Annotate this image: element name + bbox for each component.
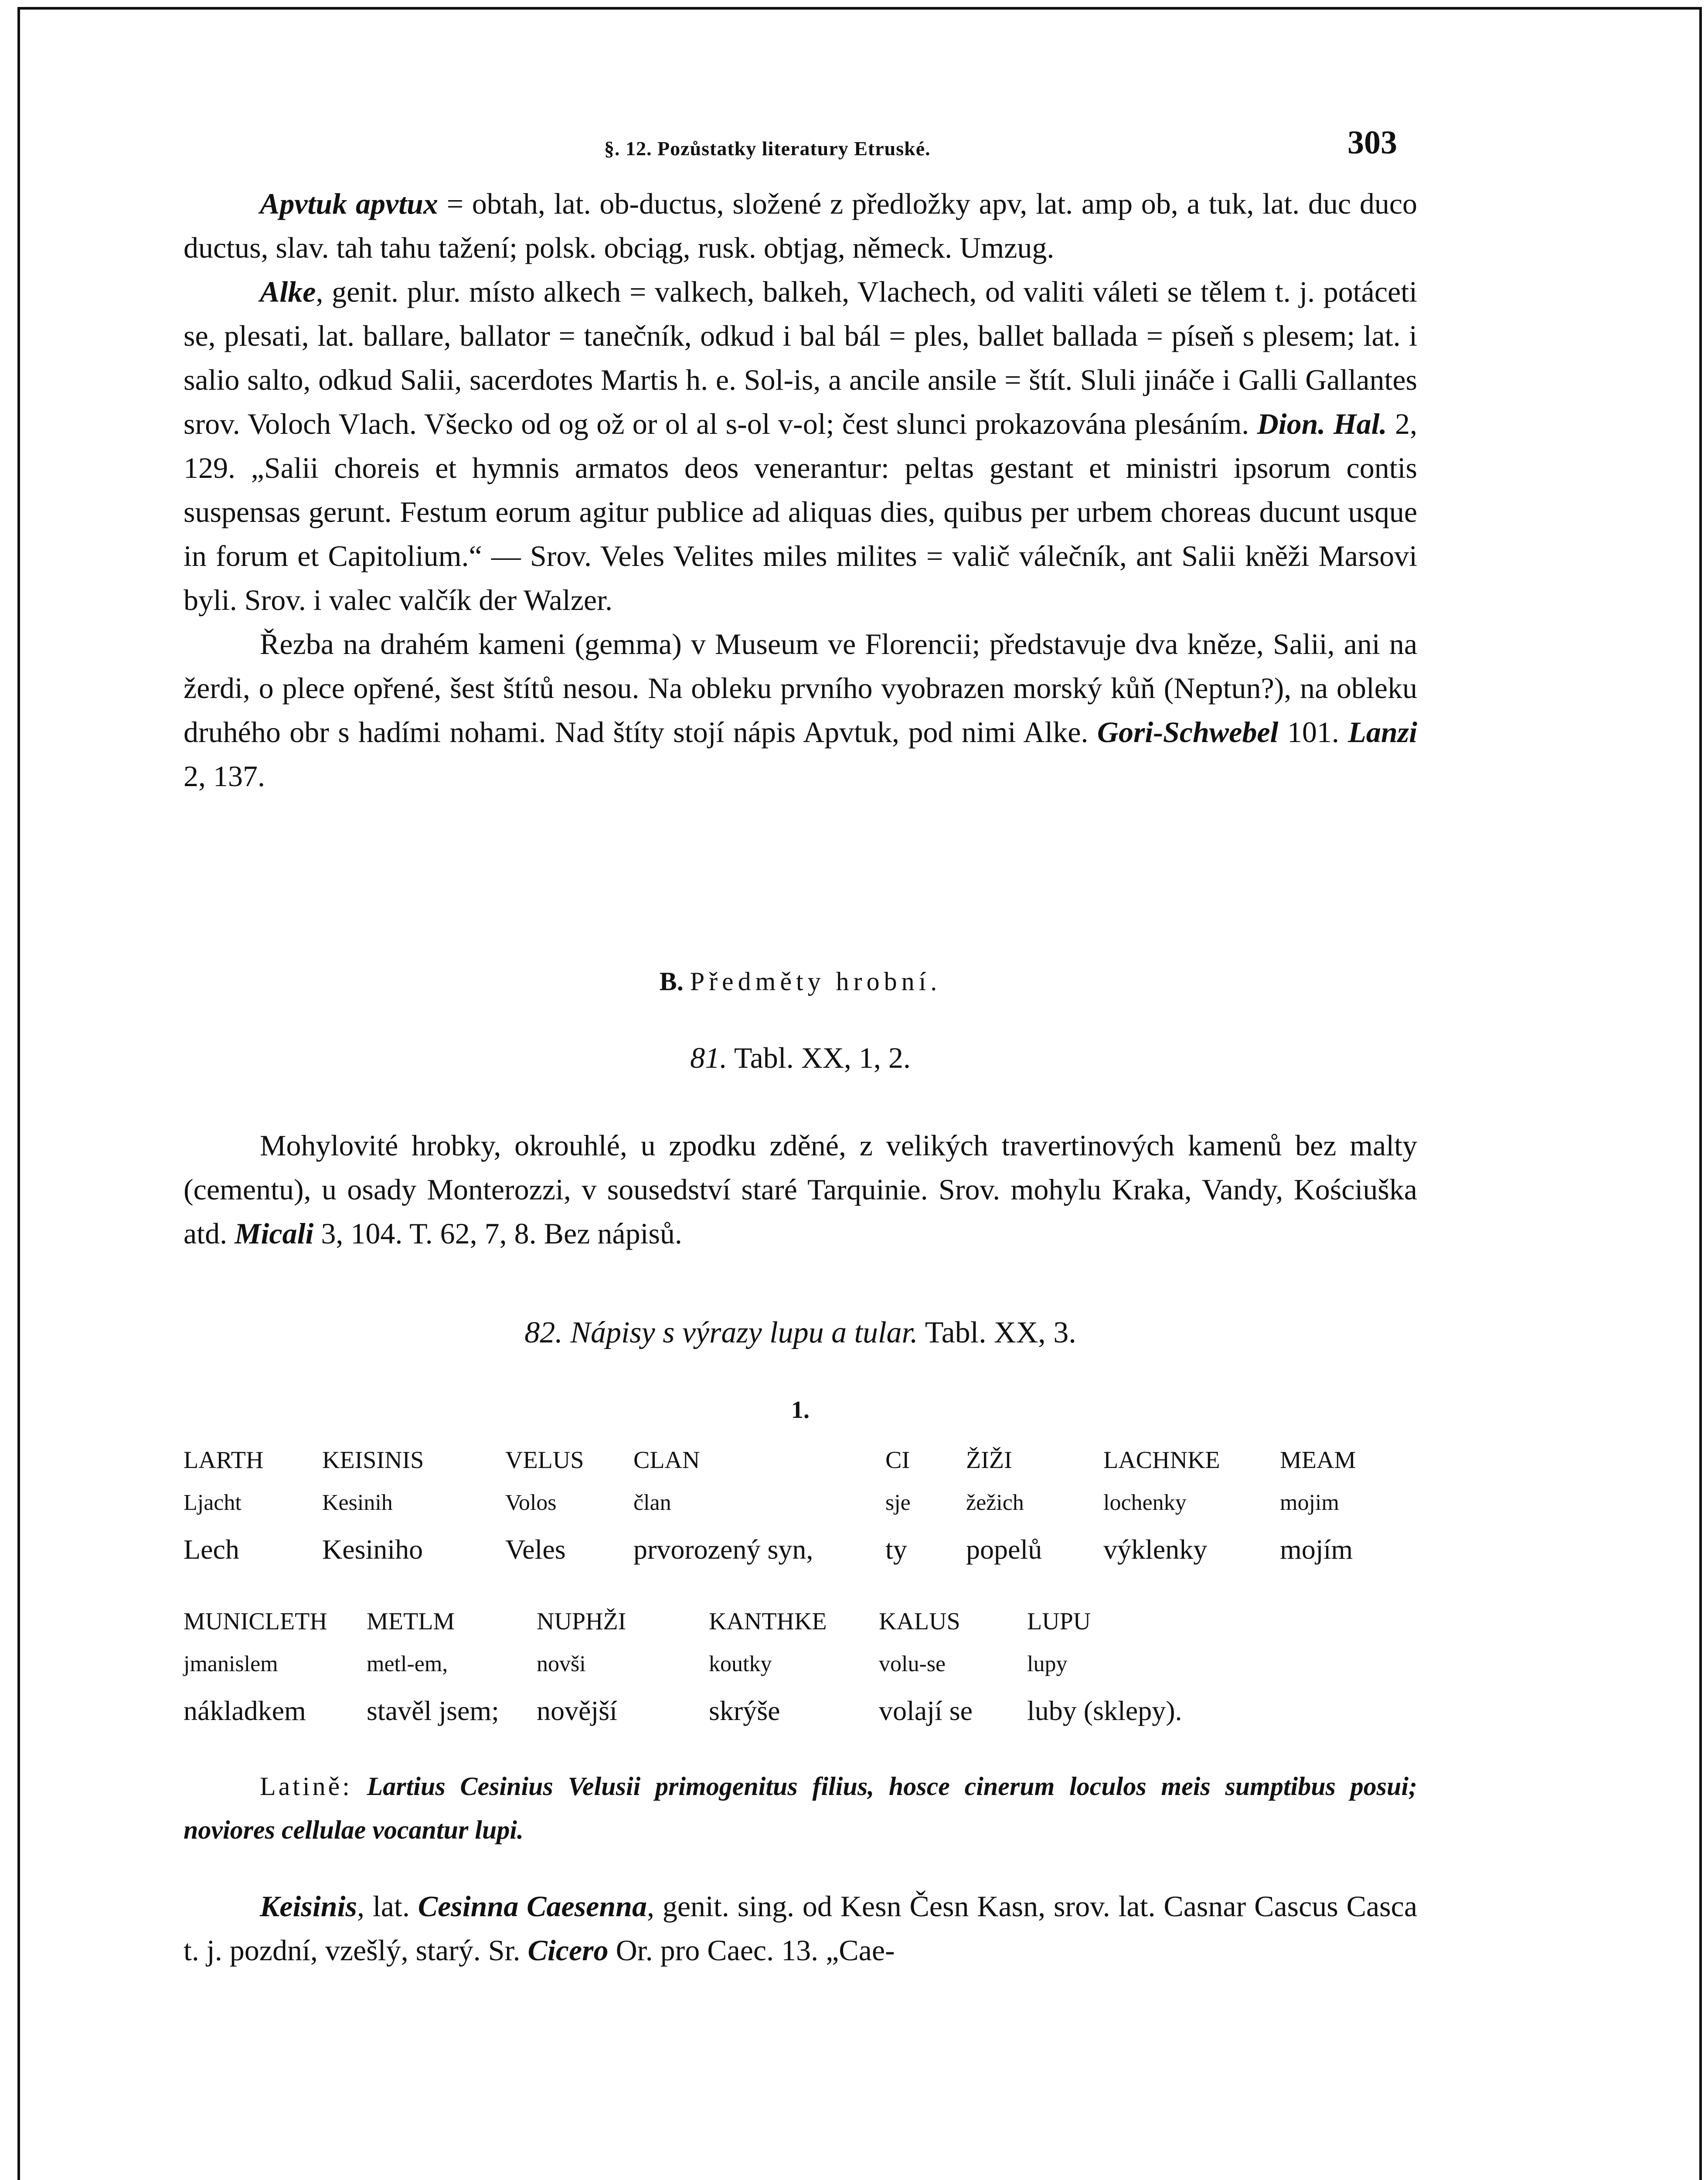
- transliteration-word: Kesinih: [322, 1490, 393, 1515]
- term-keisinis: Keisinis: [260, 1890, 357, 1923]
- term-cesinna: Cesinna Caesenna: [418, 1890, 647, 1923]
- inscription-word: LUPU: [1027, 1608, 1091, 1635]
- inscription-word: MUNICLETH: [184, 1608, 327, 1635]
- czech-word: volají se: [879, 1695, 973, 1726]
- inscription-word: KALUS: [879, 1608, 960, 1635]
- paragraph-rezba-text: Řezba na drahém kameni (gemma) v Museum ve Florencii; představuje dva kněze, Salii, ani na žerdi, o plece opřené, šest štítů nesou. Na obleku prvního vyobrazen morský kůň (Neptun?), na obleku druhého obr s hadími nohami. Nad štíty stojí nápis Apvtuk, pod nimi Alke.: [184, 627, 1417, 749]
- inscription-word: METLM: [367, 1608, 455, 1635]
- transliteration-word: Volos: [505, 1490, 557, 1515]
- transliteration-word: lupy: [1027, 1652, 1068, 1676]
- inscription-row2-etruscan: [184, 1608, 1417, 1651]
- transliteration-word: koutky: [709, 1652, 772, 1676]
- paragraph-alke-text-b: 2, 129. „Salii choreis et hymnis armatos deos venerantur: peltas gestant et ministri ipsorum contis suspensas gerunt. Festum eorum agitur publice ad aliquas dies, quibus per urbem choreas ducunt usque in forum et Capitolium.“ — Srov. Veles Velites miles milites = valič válečník, ant Salii kněži Marsovi byli. Srov. i valec valčík der Walzer.: [184, 407, 1418, 617]
- transliteration-word: sje: [885, 1490, 911, 1515]
- czech-word: Kesiniho: [322, 1534, 423, 1565]
- section-b-heading: [184, 967, 1417, 997]
- latin-text: Lartius Cesinius Velusii primogenitus filius, hosce cinerum loculos meis sumptibus posui; noviores cellulae vocantur lupi.: [184, 1772, 1417, 1844]
- paragraph-apvtuk: [184, 182, 1417, 270]
- inscription-word: NUPHŽI: [537, 1608, 626, 1635]
- inscription-word: LARTH: [184, 1447, 264, 1474]
- item-82-title-rest: Tabl. XX, 3.: [918, 1316, 1076, 1349]
- item-81-number: 81.: [690, 1041, 728, 1074]
- inscription-word: VELUS: [505, 1447, 584, 1474]
- transliteration-word: jmanislem: [184, 1652, 278, 1676]
- paragraph-rezba: [184, 622, 1417, 798]
- ref-micali: Micali: [235, 1217, 314, 1250]
- czech-word: mojím: [1280, 1534, 1353, 1565]
- inscription-word: KEISINIS: [322, 1447, 424, 1474]
- inscription-word: ŽIŽI: [966, 1447, 1012, 1474]
- section-b-letter: B.: [659, 967, 684, 996]
- paragraph-mohylovite: [184, 1124, 1417, 1256]
- czech-word: luby (sklepy).: [1027, 1695, 1182, 1726]
- item-81-heading: [184, 1041, 1417, 1075]
- inscription-word: CI: [885, 1447, 910, 1474]
- paragraph-keisinis-text-b: , genit. sing. od Kesn Česn Kasn, srov. lat. Casnar Cascus Casca t. j. pozdní, vzešlý, starý. Sr.: [184, 1890, 1417, 1967]
- paragraph-mohylovite-text-b: 3, 104. T. 62, 7, 8. Bez nápisů.: [313, 1217, 682, 1250]
- inscription-label: 1.: [791, 1397, 810, 1424]
- paragraph-alke-text-a: , genit. plur. místo alkech = valkech, balkeh, Vlachech, od valiti váleti se tělem t. j. potáceti se, plesati, lat. ballare, ballator = tanečník, odkud i bal bál = ples, ballet ballada = píseň s plesem; lat. i salio salto, odkud Salii, sacerdotes Martis h. e. Sol-is, a ancile ansile = štít. Sluli jináče i Galli Gallantes srov. Voloch Vlach. Všecko od og ož or ol al s-ol v-ol; čest slunci prokazována plesáním.: [184, 275, 1417, 440]
- main-text-81: [184, 1124, 1417, 1256]
- paragraph-mohylovite-text: Mohylovité hrobky, okrouhlé, u zpodku zděné, z velikých travertinových kamenů bez malty (cementu), u osady Monterozzi, v sousedství staré Tarquinie. Srov. mohylu Kraka, Vandy, Kościuška atd.: [184, 1129, 1417, 1250]
- inscription-row2-czech: [184, 1695, 1417, 1738]
- item-81-title: Tabl. XX, 1, 2.: [727, 1041, 911, 1074]
- transliteration-word: lochenky: [1103, 1490, 1187, 1515]
- page: [17, 7, 1702, 2180]
- paragraph-keisinis-text-c: Or. pro Caec. 13. „Cae-: [608, 1934, 895, 1967]
- transliteration-word: Ljacht: [184, 1490, 242, 1515]
- czech-word: ty: [885, 1534, 907, 1565]
- latin-label: Latině:: [260, 1772, 352, 1801]
- item-82-number: 82.: [524, 1316, 563, 1349]
- transliteration-word: mojim: [1280, 1490, 1339, 1515]
- ref-cicero: Cicero: [527, 1934, 609, 1967]
- ref-lanzi: Lanzi: [1348, 715, 1417, 749]
- paragraph-keisinis-text-a: , lat.: [357, 1890, 418, 1923]
- paragraph-keisinis: [184, 1884, 1417, 1972]
- inscription-word: MEAM: [1280, 1447, 1356, 1474]
- czech-word: popelů: [966, 1534, 1042, 1565]
- transliteration-word: metl-em,: [367, 1652, 448, 1676]
- czech-word: novější: [537, 1695, 617, 1726]
- czech-word: prvorozený syn,: [633, 1534, 813, 1565]
- inscription-row1-czech: [184, 1533, 1417, 1577]
- czech-word: skrýše: [709, 1695, 780, 1726]
- inscription-block-2: [184, 1608, 1417, 1738]
- inscription-row1-transliteration: [184, 1490, 1417, 1533]
- inscription-word: KANTHKE: [709, 1608, 827, 1635]
- inscription-block-1: [184, 1446, 1417, 1577]
- term-alke: Alke: [260, 275, 316, 308]
- main-text-top: [184, 182, 1417, 798]
- latin-paragraph: [184, 1764, 1417, 1852]
- inscription-row2-transliteration: [184, 1651, 1417, 1695]
- ref-gori-number: 101.: [1278, 715, 1348, 749]
- section-b-title: Předměty hrobní.: [690, 967, 942, 996]
- inscription-word: LACHNKE: [1103, 1447, 1220, 1474]
- main-text-bottom: [184, 1884, 1417, 1972]
- czech-word: Lech: [184, 1534, 239, 1565]
- paragraph-alke: [184, 270, 1417, 622]
- inscription-word: CLAN: [633, 1447, 700, 1474]
- paragraph-apvtuk-text: = obtah, lat. ob-ductus, složené z předložky apv, lat. amp ob, a tuk, lat. duc duco ductus, slav. tah tahu tažení; polsk. obciąg, rusk. obtjag, německ. Umzug.: [184, 187, 1418, 264]
- page-header: [20, 124, 1699, 172]
- inscription-row1-etruscan: [184, 1446, 1417, 1490]
- term-apvtuk: Apvtuk apvtux: [260, 187, 438, 220]
- page-number: 303: [1347, 124, 1397, 161]
- item-82-heading: [184, 1315, 1417, 1350]
- running-head: §. 12. Pozůstatky literatury Etruské.: [604, 137, 931, 160]
- czech-word: Veles: [505, 1534, 566, 1565]
- transliteration-word: novši: [537, 1652, 586, 1676]
- latin-translation: [184, 1764, 1417, 1852]
- czech-word: výklenky: [1103, 1534, 1208, 1565]
- transliteration-word: žežich: [966, 1490, 1024, 1515]
- ref-gori-schwebel: Gori-Schwebel: [1097, 715, 1279, 749]
- transliteration-word: volu-se: [879, 1652, 946, 1676]
- transliteration-word: član: [633, 1490, 671, 1515]
- czech-word: stavěl jsem;: [367, 1695, 499, 1726]
- ref-dion-hal: Dion. Hal.: [1257, 407, 1387, 440]
- ref-lanzi-number: 2, 137.: [184, 760, 265, 793]
- item-82-title-italic: Nápisy s výrazy lupu a tular.: [562, 1316, 918, 1349]
- czech-word: nákladkem: [184, 1695, 306, 1726]
